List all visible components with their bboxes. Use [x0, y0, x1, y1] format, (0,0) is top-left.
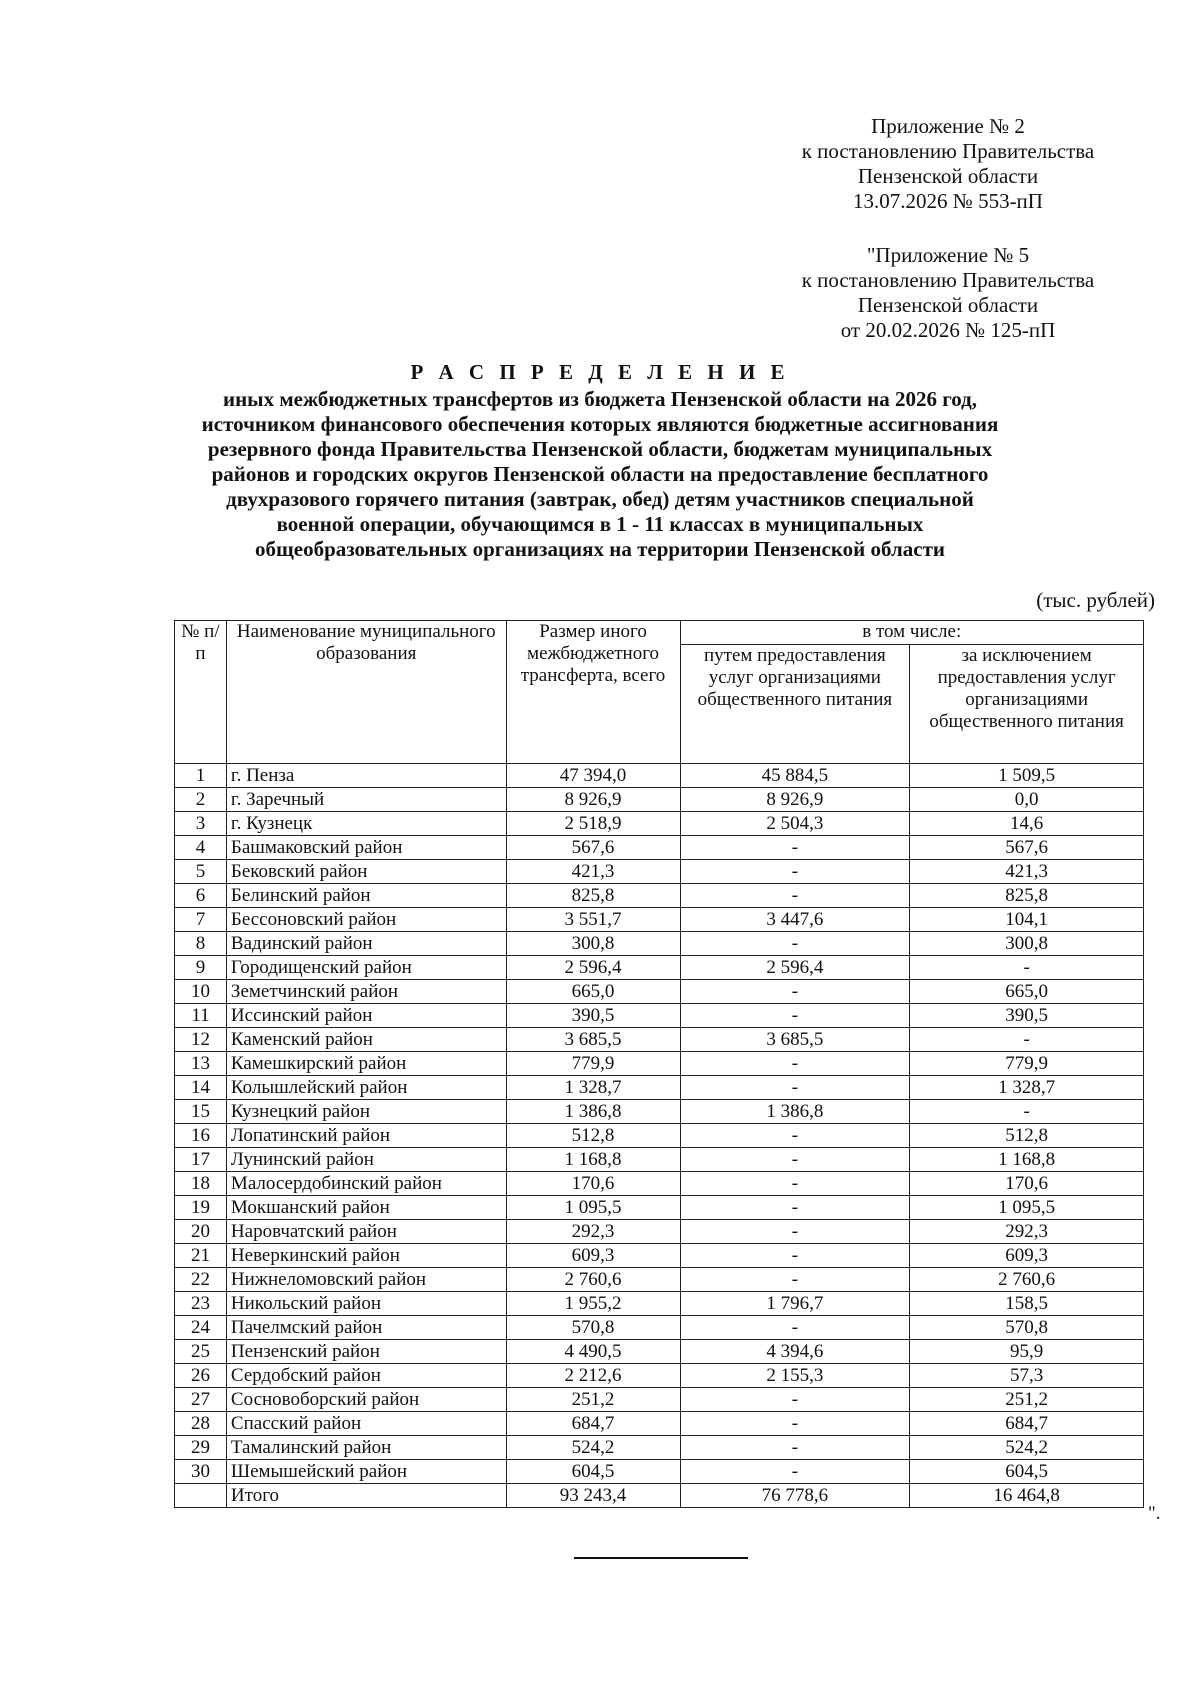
row-excluding: 684,7 — [910, 1412, 1144, 1436]
row-name: Лопатинский район — [226, 1124, 506, 1148]
table-row — [175, 1460, 1144, 1484]
appendix-line: Пензенской области — [857, 164, 1039, 188]
row-excluding: - — [910, 1028, 1144, 1052]
table-row — [175, 1196, 1144, 1220]
row-catering: - — [680, 1316, 910, 1340]
row-name: Городищенский район — [226, 956, 506, 980]
row-name: Пензенский район — [226, 1340, 506, 1364]
header-total: Размер иного межбюджетного трансферта, всего — [506, 621, 680, 764]
row-name: Иссинский район — [226, 1004, 506, 1028]
row-catering: - — [680, 980, 910, 1004]
header-catering: путем предоставления услуг организациями общественного питания — [680, 645, 910, 764]
row-total: 567,6 — [506, 836, 680, 860]
row-name: Мокшанский район — [226, 1196, 506, 1220]
table-row — [175, 1340, 1144, 1364]
row-total: 8 926,9 — [506, 788, 680, 812]
row-catering: - — [680, 1244, 910, 1268]
row-number: 9 — [175, 956, 227, 980]
row-name: Шемышейский район — [226, 1460, 506, 1484]
row-number: 14 — [175, 1076, 227, 1100]
table-row — [175, 1268, 1144, 1292]
title-heading: Р А С П Р Е Д Е Л Е Н И Е — [410, 360, 790, 384]
table-row — [175, 1028, 1144, 1052]
row-excluding: 665,0 — [910, 980, 1144, 1004]
row-total: 524,2 — [506, 1436, 680, 1460]
row-total: 3 685,5 — [506, 1028, 680, 1052]
row-catering: - — [680, 932, 910, 956]
row-catering: 1 386,8 — [680, 1100, 910, 1124]
row-name: Итого — [226, 1484, 506, 1508]
row-excluding: 779,9 — [910, 1052, 1144, 1076]
row-number: 26 — [175, 1364, 227, 1388]
row-excluding: 292,3 — [910, 1220, 1144, 1244]
row-total: 779,9 — [506, 1052, 680, 1076]
row-excluding: 170,6 — [910, 1172, 1144, 1196]
row-catering: - — [680, 1148, 910, 1172]
row-catering: - — [680, 1388, 910, 1412]
row-catering: 76 778,6 — [680, 1484, 910, 1508]
row-excluding: 2 760,6 — [910, 1268, 1144, 1292]
table-row — [175, 1244, 1144, 1268]
table-row — [175, 812, 1144, 836]
table-row — [175, 908, 1144, 932]
row-total: 2 596,4 — [506, 956, 680, 980]
table-row — [175, 1220, 1144, 1244]
row-catering: - — [680, 1268, 910, 1292]
row-number: 20 — [175, 1220, 227, 1244]
row-number: 11 — [175, 1004, 227, 1028]
row-name: Неверкинский район — [226, 1244, 506, 1268]
appendix-reference-current — [768, 114, 1128, 214]
title-line: военной операции, обучающимся в 1 - 11 классах в муниципальных — [276, 512, 924, 536]
table-row — [175, 956, 1144, 980]
row-number: 25 — [175, 1340, 227, 1364]
row-catering: - — [680, 1412, 910, 1436]
row-catering: - — [680, 1052, 910, 1076]
header-name: Наименование муниципального образования — [226, 621, 506, 764]
row-name: Кузнецкий район — [226, 1100, 506, 1124]
row-name: Башмаковский район — [226, 836, 506, 860]
appendix-line: Пензенской области — [857, 293, 1039, 317]
row-name: Тамалинский район — [226, 1436, 506, 1460]
row-name: Сердобский район — [226, 1364, 506, 1388]
row-number: 19 — [175, 1196, 227, 1220]
row-number: 10 — [175, 980, 227, 1004]
row-total: 2 518,9 — [506, 812, 680, 836]
row-catering: - — [680, 1124, 910, 1148]
row-name: Лунинский район — [226, 1148, 506, 1172]
row-number: 22 — [175, 1268, 227, 1292]
row-number — [175, 1484, 227, 1508]
table-row — [175, 884, 1144, 908]
row-catering: - — [680, 836, 910, 860]
row-catering: 4 394,6 — [680, 1340, 910, 1364]
row-name: Спасский район — [226, 1412, 506, 1436]
row-number: 2 — [175, 788, 227, 812]
row-excluding: 567,6 — [910, 836, 1144, 860]
row-number: 12 — [175, 1028, 227, 1052]
row-excluding: - — [910, 1100, 1144, 1124]
row-total: 512,8 — [506, 1124, 680, 1148]
row-total: 251,2 — [506, 1388, 680, 1412]
row-total: 390,5 — [506, 1004, 680, 1028]
row-number: 24 — [175, 1316, 227, 1340]
distribution-table — [174, 620, 1144, 1508]
row-excluding: 14,6 — [910, 812, 1144, 836]
header-including: в том числе: — [680, 621, 1144, 645]
row-catering: - — [680, 1196, 910, 1220]
row-catering: - — [680, 1172, 910, 1196]
row-catering: 2 504,3 — [680, 812, 910, 836]
end-rule — [574, 1557, 748, 1559]
row-name: Колышлейский район — [226, 1076, 506, 1100]
row-total: 2 760,6 — [506, 1268, 680, 1292]
row-number: 13 — [175, 1052, 227, 1076]
title-line: общеобразовательных организациях на территории Пензенской области — [255, 537, 945, 561]
row-total: 609,3 — [506, 1244, 680, 1268]
row-number: 16 — [175, 1124, 227, 1148]
row-total: 2 212,6 — [506, 1364, 680, 1388]
row-name: Наровчатский район — [226, 1220, 506, 1244]
row-number: 3 — [175, 812, 227, 836]
row-catering: 2 155,3 — [680, 1364, 910, 1388]
table-row — [175, 1292, 1144, 1316]
row-number: 30 — [175, 1460, 227, 1484]
row-excluding: 300,8 — [910, 932, 1144, 956]
row-excluding: 158,5 — [910, 1292, 1144, 1316]
table-row — [175, 764, 1144, 788]
row-excluding: 1 095,5 — [910, 1196, 1144, 1220]
row-name: Белинский район — [226, 884, 506, 908]
row-total: 4 490,5 — [506, 1340, 680, 1364]
row-catering: 1 796,7 — [680, 1292, 910, 1316]
row-total: 684,7 — [506, 1412, 680, 1436]
row-name: Сосновоборский район — [226, 1388, 506, 1412]
table-row — [175, 1124, 1144, 1148]
header-num: № п/п — [175, 621, 227, 764]
title-line: двухразового горячего питания (завтрак, обед) детям участников специальной — [226, 487, 974, 511]
row-number: 1 — [175, 764, 227, 788]
row-catering: - — [680, 1076, 910, 1100]
table-row — [175, 1172, 1144, 1196]
row-excluding: 570,8 — [910, 1316, 1144, 1340]
table-row — [175, 1316, 1144, 1340]
row-catering: - — [680, 1004, 910, 1028]
row-number: 18 — [175, 1172, 227, 1196]
row-number: 17 — [175, 1148, 227, 1172]
table-row — [175, 860, 1144, 884]
table-row — [175, 980, 1144, 1004]
appendix-line: Приложение № 2 — [871, 114, 1025, 138]
row-excluding: 1 168,8 — [910, 1148, 1144, 1172]
row-excluding: 95,9 — [910, 1340, 1144, 1364]
document-title — [150, 360, 1050, 562]
table-body — [175, 764, 1144, 1508]
appendix-reference-original — [768, 243, 1128, 343]
row-total: 3 551,7 — [506, 908, 680, 932]
title-line: иных межбюджетных трансфертов из бюджета Пензенской области на 2026 год, — [222, 387, 978, 411]
row-number: 23 — [175, 1292, 227, 1316]
row-name: Бековский район — [226, 860, 506, 884]
row-catering: 3 685,5 — [680, 1028, 910, 1052]
row-total: 825,8 — [506, 884, 680, 908]
row-total: 47 394,0 — [506, 764, 680, 788]
table-row — [175, 1364, 1144, 1388]
row-name: Бессоновский район — [226, 908, 506, 932]
row-excluding: 604,5 — [910, 1460, 1144, 1484]
row-excluding: 390,5 — [910, 1004, 1144, 1028]
row-excluding: 57,3 — [910, 1364, 1144, 1388]
appendix-line: к постановлению Правительства — [801, 268, 1095, 292]
units-label: (тыс. рублей) — [1036, 588, 1155, 612]
table-row — [175, 1148, 1144, 1172]
row-excluding: 104,1 — [910, 908, 1144, 932]
row-excluding: 1 509,5 — [910, 764, 1144, 788]
row-name: Земетчинский район — [226, 980, 506, 1004]
row-number: 4 — [175, 836, 227, 860]
row-catering: - — [680, 1436, 910, 1460]
row-number: 27 — [175, 1388, 227, 1412]
row-total: 1 168,8 — [506, 1148, 680, 1172]
appendix-line: "Приложение № 5 — [866, 243, 1030, 267]
row-excluding: 609,3 — [910, 1244, 1144, 1268]
row-name: г. Пенза — [226, 764, 506, 788]
row-total: 292,3 — [506, 1220, 680, 1244]
appendix-line: от 20.02.2026 № 125-пП — [840, 318, 1056, 342]
row-total: 93 243,4 — [506, 1484, 680, 1508]
row-total: 1 386,8 — [506, 1100, 680, 1124]
row-number: 8 — [175, 932, 227, 956]
row-catering: 45 884,5 — [680, 764, 910, 788]
row-number: 29 — [175, 1436, 227, 1460]
row-excluding: 825,8 — [910, 884, 1144, 908]
row-name: Вадинский район — [226, 932, 506, 956]
appendix-line: 13.07.2026 № 553-пП — [853, 189, 1043, 213]
row-catering: 2 596,4 — [680, 956, 910, 980]
row-name: Пачелмский район — [226, 1316, 506, 1340]
row-name: г. Кузнецк — [226, 812, 506, 836]
row-number: 6 — [175, 884, 227, 908]
row-total: 1 328,7 — [506, 1076, 680, 1100]
table-row — [175, 1436, 1144, 1460]
title-line: резервного фонда Правительства Пензенской области, бюджетам муниципальных — [207, 437, 993, 461]
row-total: 421,3 — [506, 860, 680, 884]
table-row — [175, 1100, 1144, 1124]
row-name: Каменский район — [226, 1028, 506, 1052]
table-row — [175, 1388, 1144, 1412]
row-number: 15 — [175, 1100, 227, 1124]
table-row — [175, 1052, 1144, 1076]
row-name: Камешкирский район — [226, 1052, 506, 1076]
row-name: Никольский район — [226, 1292, 506, 1316]
row-number: 7 — [175, 908, 227, 932]
row-number: 5 — [175, 860, 227, 884]
table-row — [175, 1004, 1144, 1028]
appendix-line: к постановлению Правительства — [801, 139, 1095, 163]
row-total: 665,0 — [506, 980, 680, 1004]
row-total: 604,5 — [506, 1460, 680, 1484]
row-total: 300,8 — [506, 932, 680, 956]
row-excluding: 1 328,7 — [910, 1076, 1144, 1100]
row-number: 21 — [175, 1244, 227, 1268]
row-name: г. Заречный — [226, 788, 506, 812]
row-excluding: 0,0 — [910, 788, 1144, 812]
row-excluding: - — [910, 956, 1144, 980]
table-row — [175, 788, 1144, 812]
header-excluding: за исключением предоставления услуг организациями общественного питания — [910, 645, 1144, 764]
row-catering: 8 926,9 — [680, 788, 910, 812]
row-number: 28 — [175, 1412, 227, 1436]
table-row — [175, 836, 1144, 860]
table-row — [175, 932, 1144, 956]
title-line: районов и городских округов Пензенской области на предоставление бесплатного — [211, 462, 989, 486]
row-excluding: 16 464,8 — [910, 1484, 1144, 1508]
row-catering: - — [680, 860, 910, 884]
row-catering: - — [680, 884, 910, 908]
total-row — [175, 1484, 1144, 1508]
row-total: 1 955,2 — [506, 1292, 680, 1316]
table-row — [175, 1076, 1144, 1100]
row-excluding: 512,8 — [910, 1124, 1144, 1148]
title-line: источником финансового обеспечения которых являются бюджетные ассигнования — [201, 412, 999, 436]
row-excluding: 421,3 — [910, 860, 1144, 884]
row-total: 170,6 — [506, 1172, 680, 1196]
closing-quote: ". — [1148, 1503, 1161, 1524]
row-name: Нижнеломовский район — [226, 1268, 506, 1292]
row-excluding: 251,2 — [910, 1388, 1144, 1412]
row-total: 1 095,5 — [506, 1196, 680, 1220]
row-name: Малосердобинский район — [226, 1172, 506, 1196]
row-catering: 3 447,6 — [680, 908, 910, 932]
row-catering: - — [680, 1460, 910, 1484]
row-catering: - — [680, 1220, 910, 1244]
table-row — [175, 1412, 1144, 1436]
row-excluding: 524,2 — [910, 1436, 1144, 1460]
row-total: 570,8 — [506, 1316, 680, 1340]
